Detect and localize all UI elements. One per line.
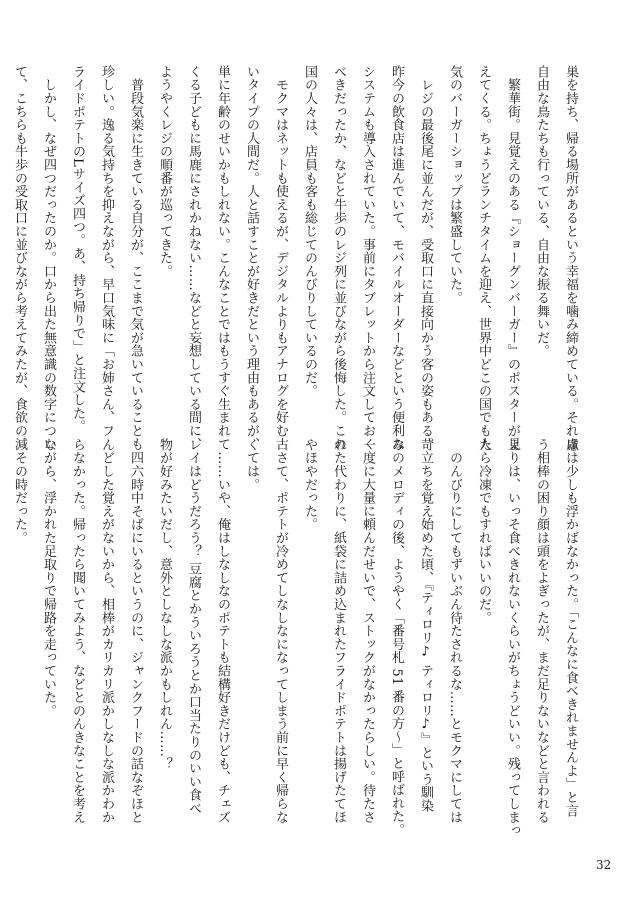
text-line: のんびりにしてもずいぶん待たされるな……とモクマにしては [447,438,462,824]
text-line: 珍しい。逸る気持ちを抑えながら、早口気味に「お姉さん、フ [99,65,114,438]
text-line: さて、ポテトが冷めてしなしなになってしまう前に早く帰らな [273,438,288,824]
text-line: 巣を持ち、帰る場所があるという幸福を噛み締めている。それは [563,65,578,451]
text-line: らなかった。帰ったら聞いてみよう、などとのんきなことを考え [70,438,85,824]
text-line: やほやだった。 [302,438,317,532]
text-line: 繁華街。見覚えのある『ショーグンバーガー』のポスターが見 [505,65,520,451]
text-line: れた代わりに、紙袋に詰め込まれたフライドポテトは揚げたてほ [331,438,346,824]
text-line: レイはどうだろう？ 豆腐とかういろうとか口当たりのいい食べ [186,438,201,815]
text-line: たら冷凍でもすればいいのだ。 [476,438,491,625]
text-line [0,65,5,413]
text-line [0,438,5,830]
text-line: みのメロディの後、ようやく「番号札 51 番の方〜」と呼ばれた。 [389,438,404,837]
text-line: 気のバーガーショップは繁盛していた。 [447,65,462,305]
text-line: 四六時中そばにいるというのに、ジャンクフードの話なぞほと [128,438,143,824]
bottom-text-block [12,438,585,837]
text-line: 一度に大量に頼んだせいで、ストックがなかったらしい。待たさ [360,438,375,824]
text-line: ライドポテトのLサイズ四つ。あ、持ち帰りで」と注文した。 [70,65,85,434]
text-line: 苛立ちを覚え始めた頃、『ティロリ♪ ティロリ♪』という馴染 [418,438,433,813]
text-line: 慮は少しも浮かばなかった。「こんなに食べきれませんよ」と言 [563,438,578,818]
text-line: くる子どもに馬鹿にされかねない……などと妄想している間に、 [186,65,201,451]
text-line: 自由な鳥たちも行っている、自由な振る舞いだ。 [534,65,549,358]
text-line: んどした覚えがないから、相棒がカリカリ派かしなしな派かわか [99,438,114,824]
text-line: システムも導入されていた。事前にタブレットから注文しておく [360,65,375,451]
top-text-block [12,65,585,451]
text-line: モクマはネットも使えるが、デジタルよりもアナログを好む古 [273,65,288,451]
text-line: べきだったか、などと牛歩のレジ列に並びながら後悔した。この [331,65,346,451]
text-line: くては。 [244,438,259,492]
text-line: えてくる。ちょうどランチタイムを迎え、世界中どこの国でも人 [476,65,491,451]
text-line: しかし、なぜ四つだったのか。口から出た無意識の数字につい [41,65,56,451]
text-line: 昨今の飲食店は進んでいて、モバイルオーダーなどという便利な [389,65,404,451]
text-line: その時だった。 [12,438,27,545]
text-line: 普段気楽に生きている自分が、ここまで気が急いていることも [128,65,143,451]
text-line: う相棒の困り顔は頭をよぎったが、まだ足りないなどと言われる [534,438,549,824]
text-line: ながら、浮かれた足取りで帰路を走っていた。 [41,438,56,718]
text-line: ようやくレジの順番が巡ってきた。 [157,65,172,278]
page-number: 32 [596,858,612,872]
text-line: 物が好みたいだし、意外としなしな派かもしれん……？ [157,438,172,771]
text-line: レジの最後尾に並んだが、受取口に直接向かう客の姿もある。 [418,65,433,451]
text-line: 単に年齢のせいかもしれない。こんなことではもうすぐ生まれて [215,65,230,451]
text-line: て、こちらも牛歩の受取口に並びながら考えてみたが、食欲の減 [12,65,27,451]
text-line: よりは、いっそ食べきれないくらいがちょうどいい。残ってしまっ [505,438,520,837]
text-line: 国の人々は、店員も客も総じてのんびりしているのだ。 [302,65,317,398]
text-line: ……いや、俺はしなしなのポテトも結構好きだけども、チェズ [215,438,230,824]
text-line: いタイプの人間だ。人と話すことが好きだという理由もあるが、 [244,65,259,451]
